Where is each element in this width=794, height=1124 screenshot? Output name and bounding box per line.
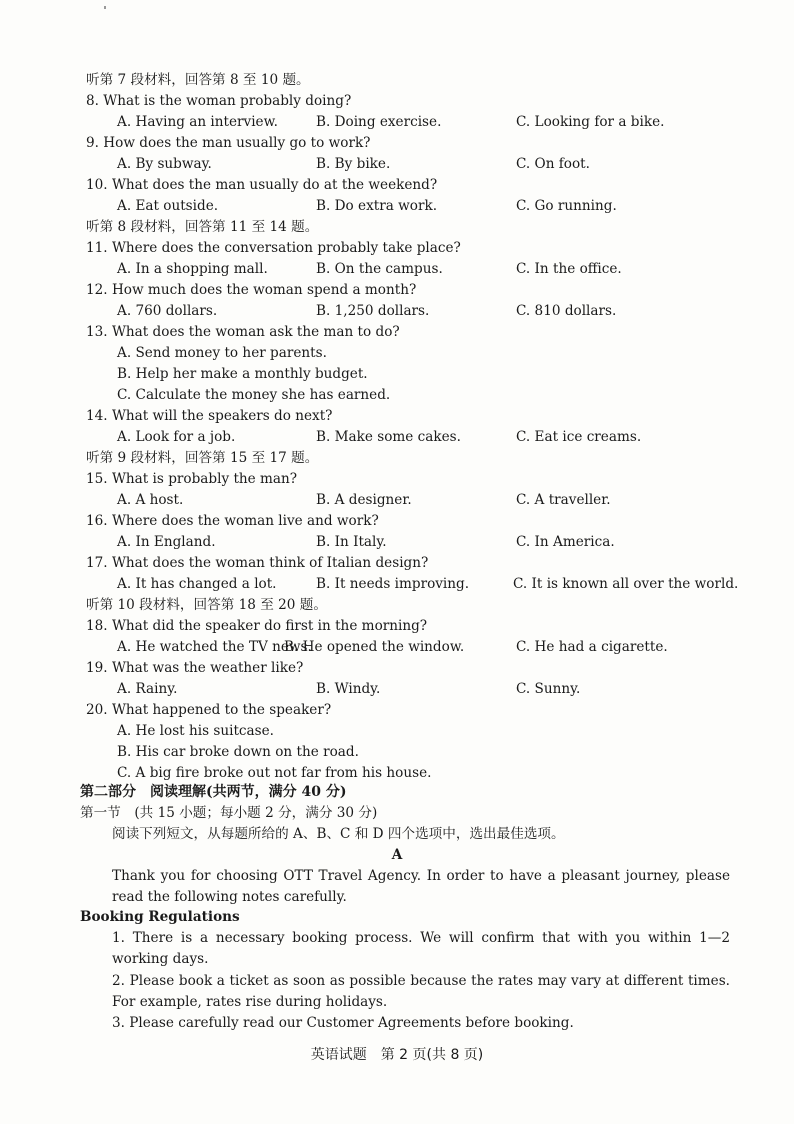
option-b: B. Do extra work.	[316, 198, 438, 214]
question-19: 19. What was the weather like?	[86, 660, 304, 676]
option-b: B. On the campus.	[316, 261, 443, 277]
option-c: C. He had a cigarette.	[516, 639, 668, 655]
option-c: C. Go running.	[516, 198, 617, 214]
options-9	[86, 154, 734, 174]
option-a: A. By subway.	[117, 156, 212, 172]
question-17: 17. What does the woman think of Italian design?	[86, 555, 429, 571]
rule-2	[80, 971, 730, 1013]
scan-mark	[104, 6, 106, 9]
question-18: 18. What did the speaker do first in the morning?	[86, 618, 428, 634]
section-heading: 听第 9 段材料，回答第 15 至 17 题。	[86, 450, 319, 466]
option-b: B. Doing exercise.	[316, 114, 442, 130]
rule-3	[80, 1013, 730, 1034]
options-12	[86, 301, 734, 321]
option-b: B. Help her make a monthly budget.	[117, 366, 368, 382]
section-heading: 听第 8 段材料，回答第 11 至 14 题。	[86, 219, 319, 235]
option-c: C. Calculate the money she has earned.	[117, 387, 391, 403]
option-a: A. Rainy.	[117, 681, 178, 697]
options-14	[86, 427, 734, 447]
option-c: C. Eat ice creams.	[516, 429, 642, 445]
options-8	[86, 112, 734, 132]
options-10	[86, 196, 734, 216]
option-b: B. A designer.	[316, 492, 412, 508]
option-20c	[86, 763, 734, 783]
option-b: B. By bike.	[316, 156, 391, 172]
option-b: B. He opened the window.	[284, 639, 465, 655]
section-title: 第一节 (共 15 小题；每小题 2 分，满分 30 分)	[80, 805, 378, 821]
option-c: C. It is known all over the world.	[513, 576, 739, 592]
booking-heading: Booking Regulations	[80, 909, 240, 925]
rule-1	[80, 928, 730, 970]
instructions: 阅读下列短文，从每题所给的 A、B、C 和 D 四个选项中，选出最佳选项。	[112, 826, 565, 842]
option-c: C. In America.	[516, 534, 615, 550]
options-17	[86, 574, 739, 594]
option-c: C. On foot.	[516, 156, 590, 172]
option-a: A. In a shopping mall.	[117, 261, 268, 277]
option-a: A. 760 dollars.	[117, 303, 218, 319]
options-16	[86, 532, 734, 552]
option-c: C. A big fire broke out not far from his house.	[117, 765, 432, 781]
option-a: A. Look for a job.	[117, 429, 236, 445]
options-11	[86, 259, 734, 279]
option-b: B. In Italy.	[316, 534, 387, 550]
section-heading: 听第 7 段材料，回答第 8 至 10 题。	[86, 72, 310, 88]
passage-intro	[80, 866, 730, 908]
option-c: C. Sunny.	[516, 681, 581, 697]
option-c: C. 810 dollars.	[516, 303, 617, 319]
option-a: A. He watched the TV news.	[117, 639, 312, 655]
intro-text: Thank you for choosing OTT Travel Agency. In order to have a pleasant journey, please read the following notes carefully.	[112, 868, 730, 905]
rule-1-text: 1. There is a necessary booking process. We will confirm that with you within 1—2 working days.	[112, 930, 730, 967]
option-c: C. In the office.	[516, 261, 622, 277]
question-16: 16. Where does the woman live and work?	[86, 513, 379, 529]
option-a: A. It has changed a lot.	[117, 576, 277, 592]
option-b: B. Make some cakes.	[316, 429, 461, 445]
option-20b	[86, 742, 734, 762]
question-9: 9. How does the man usually go to work?	[86, 135, 371, 151]
question-14: 14. What will the speakers do next?	[86, 408, 333, 424]
question-15: 15. What is probably the man?	[86, 471, 298, 487]
options-19	[86, 679, 734, 699]
page-footer: 英语试题 第 2 页(共 8 页)	[310, 1047, 484, 1063]
option-13c	[86, 385, 734, 405]
question-12: 12. How much does the woman spend a month?	[86, 282, 417, 298]
passage-label: A	[391, 847, 403, 863]
option-13b	[86, 364, 734, 384]
section-heading: 听第 10 段材料，回答第 18 至 20 题。	[86, 597, 327, 613]
rule-2-text: 2. Please book a ticket as soon as possible because the rates may vary at different times. For example, rates rise during holidays.	[112, 973, 730, 1010]
option-a: A. Eat outside.	[117, 198, 219, 214]
option-b: B. 1,250 dollars.	[316, 303, 430, 319]
question-10: 10. What does the man usually do at the weekend?	[86, 177, 438, 193]
option-a: A. A host.	[117, 492, 184, 508]
question-20: 20. What happened to the speaker?	[86, 702, 332, 718]
option-a: A. In England.	[117, 534, 216, 550]
option-b: B. Windy.	[316, 681, 381, 697]
question-8: 8. What is the woman probably doing?	[86, 93, 352, 109]
option-c: C. A traveller.	[516, 492, 611, 508]
question-13: 13. What does the woman ask the man to do?	[86, 324, 400, 340]
option-20a	[86, 721, 734, 741]
option-b: B. It needs improving.	[316, 576, 470, 592]
option-a: A. Having an interview.	[117, 114, 278, 130]
rule-3-text: 3. Please carefully read our Customer Agreements before booking.	[112, 1015, 574, 1031]
options-15	[86, 490, 734, 510]
option-b: B. His car broke down on the road.	[117, 744, 359, 760]
option-a: A. Send money to her parents.	[117, 345, 327, 361]
option-a: A. He lost his suitcase.	[117, 723, 274, 739]
question-11: 11. Where does the conversation probably take place?	[86, 240, 461, 256]
options-18	[86, 637, 734, 657]
option-13a	[86, 343, 734, 363]
part-title: 第二部分 阅读理解(共两节，满分 40 分)	[80, 784, 347, 800]
option-c: C. Looking for a bike.	[516, 114, 665, 130]
